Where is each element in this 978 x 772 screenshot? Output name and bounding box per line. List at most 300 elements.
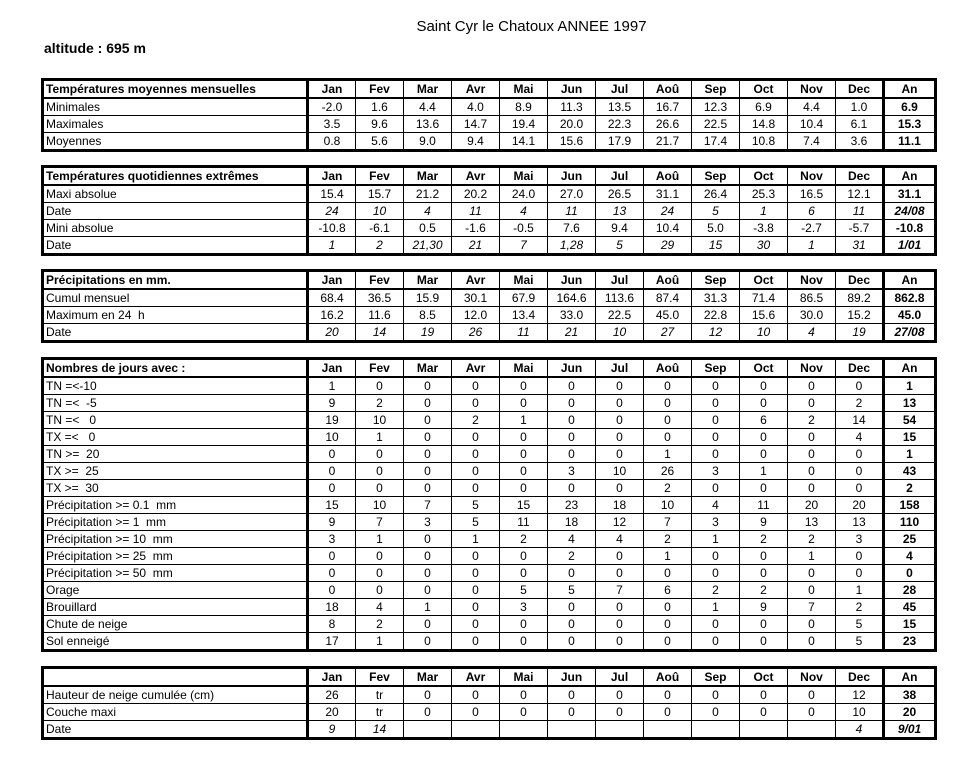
month-value: -3.8: [740, 220, 788, 237]
month-value: 0: [356, 480, 404, 497]
month-value: 16.2: [308, 307, 356, 324]
annual-value: 20: [884, 704, 936, 721]
month-value: 14.1: [500, 133, 548, 151]
month-value: 0: [452, 616, 500, 633]
annual-value: 54: [884, 412, 936, 429]
month-value: 0: [596, 633, 644, 651]
month-header: Mar: [404, 271, 452, 290]
month-value: 0: [788, 463, 836, 480]
month-value: 0: [356, 582, 404, 599]
month-value: 0: [356, 463, 404, 480]
month-value: 30: [740, 237, 788, 255]
month-value: 2: [548, 548, 596, 565]
annual-value: 38: [884, 686, 936, 704]
row-label: Hauteur de neige cumulée (cm): [43, 686, 308, 704]
table-row: [43, 548, 936, 565]
month-value: 4.4: [788, 98, 836, 116]
month-value: 2: [356, 395, 404, 412]
month-value: 1: [452, 531, 500, 548]
month-header: Fev: [356, 359, 404, 378]
month-value: 20.0: [548, 116, 596, 133]
table-row: [43, 412, 936, 429]
month-header: Aoû: [644, 271, 692, 290]
table-snow: [41, 666, 937, 740]
month-value: 4: [356, 599, 404, 616]
annual-value: 23: [884, 633, 936, 651]
month-value: 17.4: [692, 133, 740, 151]
annual-value: 24/08: [884, 203, 936, 220]
month-header: Jan: [308, 359, 356, 378]
month-header: Nov: [788, 359, 836, 378]
month-value: 5: [500, 582, 548, 599]
month-value: 0: [596, 616, 644, 633]
month-value: 0: [452, 686, 500, 704]
month-value: 0: [404, 548, 452, 565]
row-label: Orage: [43, 582, 308, 599]
month-header: Fev: [356, 80, 404, 99]
annual-value: 45.0: [884, 307, 936, 324]
month-value: 10.4: [788, 116, 836, 133]
month-value: 2: [836, 599, 884, 616]
month-header: Oct: [740, 668, 788, 687]
month-value: 16.7: [644, 98, 692, 116]
month-value: 0: [644, 429, 692, 446]
month-value: -1.6: [452, 220, 500, 237]
table-row: [43, 185, 936, 203]
month-header: Fev: [356, 271, 404, 290]
table-row: [43, 480, 936, 497]
month-value: 0: [692, 480, 740, 497]
month-value: 1: [836, 582, 884, 599]
month-value: 7: [788, 599, 836, 616]
month-value: 31.1: [644, 185, 692, 203]
month-value: 0: [596, 565, 644, 582]
month-value: 11: [452, 203, 500, 220]
row-label: Précipitation >= 50 mm: [43, 565, 308, 582]
month-value: 12: [596, 514, 644, 531]
month-value: tr: [356, 704, 404, 721]
month-header: Mai: [500, 271, 548, 290]
table-header-row: [43, 80, 936, 99]
annual-value: 28: [884, 582, 936, 599]
month-value: 15.6: [740, 307, 788, 324]
month-value: 0: [500, 463, 548, 480]
month-value: 0: [500, 565, 548, 582]
row-label: Date: [43, 237, 308, 255]
month-value: 1: [356, 633, 404, 651]
month-value: 0: [788, 395, 836, 412]
row-label: TX >= 25: [43, 463, 308, 480]
annual-value: 1/01: [884, 237, 936, 255]
month-value: 1: [788, 548, 836, 565]
table-row: [43, 565, 936, 582]
month-value: 20: [308, 704, 356, 721]
table-row: [43, 599, 936, 616]
month-value: 26.6: [644, 116, 692, 133]
month-value: 11: [548, 203, 596, 220]
annual-value: 862.8: [884, 289, 936, 307]
table-extreme-temperatures: [41, 165, 937, 256]
month-value: 2: [500, 531, 548, 548]
table-row: [43, 463, 936, 480]
month-value: 1: [356, 429, 404, 446]
month-header: Jul: [596, 80, 644, 99]
month-value: -10.8: [308, 220, 356, 237]
month-value: 10: [644, 497, 692, 514]
table-row: [43, 686, 936, 704]
row-label: TX =< 0: [43, 429, 308, 446]
month-value: 0: [548, 686, 596, 704]
month-header: Jul: [596, 668, 644, 687]
month-value: 1.6: [356, 98, 404, 116]
month-value: 0: [596, 412, 644, 429]
annual-value: 11.1: [884, 133, 936, 151]
month-value: 0: [644, 565, 692, 582]
month-value: 24: [308, 203, 356, 220]
month-header: Dec: [836, 359, 884, 378]
month-value: 26: [452, 324, 500, 342]
month-value: 12.0: [452, 307, 500, 324]
month-header: Sep: [692, 359, 740, 378]
month-value: 20: [836, 497, 884, 514]
month-value: 0: [740, 633, 788, 651]
month-value: 9.4: [596, 220, 644, 237]
month-value: 20: [308, 324, 356, 342]
month-value: 24: [644, 203, 692, 220]
month-header: Aoû: [644, 80, 692, 99]
month-header: Sep: [692, 271, 740, 290]
table-row: [43, 531, 936, 548]
month-value: 20.2: [452, 185, 500, 203]
month-value: 3: [308, 531, 356, 548]
month-value: 4.4: [404, 98, 452, 116]
annual-value: 2: [884, 480, 936, 497]
month-value: 0: [452, 446, 500, 463]
table-row: [43, 582, 936, 599]
month-value: 4: [500, 203, 548, 220]
table-title: Températures quotidiennes extrêmes: [43, 167, 308, 186]
month-value: 0: [644, 616, 692, 633]
month-value: 22.5: [596, 307, 644, 324]
month-value: 0: [404, 531, 452, 548]
month-header: Fev: [356, 668, 404, 687]
month-value: 11.6: [356, 307, 404, 324]
month-value: 0: [788, 480, 836, 497]
month-value: 11: [740, 497, 788, 514]
month-value: 0: [404, 480, 452, 497]
table-row: [43, 133, 936, 151]
month-value: 0: [692, 412, 740, 429]
month-value: 24.0: [500, 185, 548, 203]
month-value: 0: [404, 686, 452, 704]
month-value: 0: [452, 633, 500, 651]
month-value: 0: [548, 599, 596, 616]
row-label: Date: [43, 324, 308, 342]
month-value: 6: [740, 412, 788, 429]
month-value: 0: [692, 633, 740, 651]
month-value: [788, 721, 836, 739]
month-value: 0: [404, 395, 452, 412]
month-value: 21,30: [404, 237, 452, 255]
month-value: 6.9: [740, 98, 788, 116]
row-label: Précipitation >= 25 mm: [43, 548, 308, 565]
month-value: 5: [836, 633, 884, 651]
month-value: -5.7: [836, 220, 884, 237]
month-value: -2.7: [788, 220, 836, 237]
month-header: Sep: [692, 80, 740, 99]
table-row: [43, 514, 936, 531]
table-row: [43, 324, 936, 342]
table-title: Températures moyennes mensuelles: [43, 80, 308, 99]
month-value: 14.8: [740, 116, 788, 133]
month-value: 0: [404, 463, 452, 480]
table-row: [43, 203, 936, 220]
month-value: 0: [500, 633, 548, 651]
month-value: 1: [788, 237, 836, 255]
month-value: 1: [692, 599, 740, 616]
table-title: Précipitations en mm.: [43, 271, 308, 290]
month-value: 0: [404, 616, 452, 633]
month-header: Oct: [740, 80, 788, 99]
month-header: Nov: [788, 271, 836, 290]
month-value: 0: [308, 480, 356, 497]
table-precipitation: [41, 269, 937, 343]
month-value: -2.0: [308, 98, 356, 116]
month-value: 0: [596, 377, 644, 395]
month-value: 0.8: [308, 133, 356, 151]
month-value: 22.8: [692, 307, 740, 324]
month-value: 0: [788, 446, 836, 463]
year-header: An: [884, 271, 936, 290]
month-value: 22.3: [596, 116, 644, 133]
row-label: Couche maxi: [43, 704, 308, 721]
month-value: 13: [836, 514, 884, 531]
month-header: Mar: [404, 668, 452, 687]
table-row: [43, 220, 936, 237]
month-value: 26: [644, 463, 692, 480]
month-value: 0: [692, 395, 740, 412]
month-value: 10: [356, 412, 404, 429]
month-value: 2: [740, 582, 788, 599]
month-value: 1: [692, 531, 740, 548]
row-label: Précipitation >= 0.1 mm: [43, 497, 308, 514]
row-label: Maxi absolue: [43, 185, 308, 203]
month-value: 7: [404, 497, 452, 514]
month-value: 0: [500, 377, 548, 395]
month-value: 3: [404, 514, 452, 531]
month-value: 2: [836, 395, 884, 412]
month-value: 2: [692, 582, 740, 599]
month-value: 14: [836, 412, 884, 429]
month-header: Dec: [836, 271, 884, 290]
month-value: 9: [740, 514, 788, 531]
table-row: [43, 395, 936, 412]
row-label: Cumul mensuel: [43, 289, 308, 307]
table-row: [43, 377, 936, 395]
row-label: Maximum en 24 h: [43, 307, 308, 324]
month-value: [500, 721, 548, 739]
month-value: 0: [788, 616, 836, 633]
month-value: 9: [308, 514, 356, 531]
month-value: 0: [596, 446, 644, 463]
month-value: 19: [404, 324, 452, 342]
month-value: 0: [788, 686, 836, 704]
month-value: 0: [596, 395, 644, 412]
month-header: Sep: [692, 167, 740, 186]
month-value: 16.5: [788, 185, 836, 203]
row-label: Précipitation >= 1 mm: [43, 514, 308, 531]
month-value: 14: [356, 721, 404, 739]
month-value: 0: [548, 429, 596, 446]
month-header: Aoû: [644, 167, 692, 186]
month-value: 0: [548, 704, 596, 721]
month-value: 0: [596, 599, 644, 616]
month-value: 10: [596, 324, 644, 342]
month-header: Nov: [788, 80, 836, 99]
table-header-row: [43, 167, 936, 186]
month-value: 8: [308, 616, 356, 633]
month-value: 0: [404, 565, 452, 582]
month-value: 23: [548, 497, 596, 514]
month-value: 0: [404, 704, 452, 721]
month-value: 13.4: [500, 307, 548, 324]
month-header: Oct: [740, 167, 788, 186]
row-label: TN >= 20: [43, 446, 308, 463]
month-value: 0: [692, 686, 740, 704]
month-value: 0: [308, 548, 356, 565]
table-title: Nombres de jours avec :: [43, 359, 308, 378]
month-header: Jan: [308, 668, 356, 687]
month-value: 36.5: [356, 289, 404, 307]
month-value: 1: [356, 531, 404, 548]
month-value: 13.5: [596, 98, 644, 116]
month-value: 15: [500, 497, 548, 514]
month-value: 7.4: [788, 133, 836, 151]
month-value: 3: [692, 463, 740, 480]
month-value: 15.2: [836, 307, 884, 324]
month-value: 10: [836, 704, 884, 721]
month-value: 0: [692, 704, 740, 721]
month-header: Avr: [452, 167, 500, 186]
month-value: 4: [836, 429, 884, 446]
month-value: 0: [788, 429, 836, 446]
month-value: 13: [596, 203, 644, 220]
month-value: -6.1: [356, 220, 404, 237]
month-value: 1: [740, 463, 788, 480]
month-value: 0: [692, 446, 740, 463]
month-value: 0: [308, 463, 356, 480]
month-value: 1: [740, 203, 788, 220]
table-row: [43, 429, 936, 446]
month-value: 3: [548, 463, 596, 480]
month-value: 2: [356, 237, 404, 255]
annual-value: 15: [884, 429, 936, 446]
month-value: 1: [308, 377, 356, 395]
month-value: 68.4: [308, 289, 356, 307]
month-value: 5: [452, 497, 500, 514]
month-header: Jun: [548, 167, 596, 186]
table-header-row: [43, 359, 936, 378]
month-value: 0: [452, 395, 500, 412]
month-header: Mai: [500, 668, 548, 687]
month-value: 0: [692, 616, 740, 633]
month-header: Jul: [596, 359, 644, 378]
month-value: 26.4: [692, 185, 740, 203]
month-header: Fev: [356, 167, 404, 186]
table-row: [43, 307, 936, 324]
table-row: [43, 633, 936, 651]
month-header: Jun: [548, 359, 596, 378]
table-row: [43, 704, 936, 721]
month-value: 89.2: [836, 289, 884, 307]
month-value: 0: [500, 446, 548, 463]
month-value: 6: [788, 203, 836, 220]
month-value: 0: [692, 429, 740, 446]
month-value: 3.5: [308, 116, 356, 133]
month-value: 27.0: [548, 185, 596, 203]
month-value: 17: [308, 633, 356, 651]
row-label: Date: [43, 203, 308, 220]
month-value: 13.6: [404, 116, 452, 133]
row-label: Date: [43, 721, 308, 739]
month-value: 13: [788, 514, 836, 531]
annual-value: 27/08: [884, 324, 936, 342]
month-value: 21.2: [404, 185, 452, 203]
month-value: 2: [740, 531, 788, 548]
month-value: 0: [500, 548, 548, 565]
month-value: 0: [644, 412, 692, 429]
month-value: 0: [740, 686, 788, 704]
month-header: Mar: [404, 359, 452, 378]
table-row: [43, 289, 936, 307]
month-value: 9: [740, 599, 788, 616]
month-value: 30.1: [452, 289, 500, 307]
month-value: 0: [500, 480, 548, 497]
month-value: 3: [836, 531, 884, 548]
month-value: 0: [500, 616, 548, 633]
row-label: Moyennes: [43, 133, 308, 151]
table-row: [43, 721, 936, 739]
month-value: 27: [644, 324, 692, 342]
month-value: tr: [356, 686, 404, 704]
row-label: TN =<-10: [43, 377, 308, 395]
month-value: 11: [500, 324, 548, 342]
month-header: Jun: [548, 668, 596, 687]
month-value: 10: [740, 324, 788, 342]
month-value: 0: [548, 480, 596, 497]
month-value: 0: [740, 446, 788, 463]
month-value: 0: [644, 599, 692, 616]
month-value: 5: [836, 616, 884, 633]
month-value: 0: [644, 633, 692, 651]
month-value: 3: [692, 514, 740, 531]
annual-value: 13: [884, 395, 936, 412]
month-value: 0: [740, 704, 788, 721]
table-header-row: [43, 271, 936, 290]
month-header: Jul: [596, 167, 644, 186]
month-value: [596, 721, 644, 739]
month-header: Avr: [452, 359, 500, 378]
month-value: 7: [644, 514, 692, 531]
month-value: 0: [596, 686, 644, 704]
month-value: 1.0: [836, 98, 884, 116]
month-value: 2: [644, 531, 692, 548]
month-value: 10: [356, 497, 404, 514]
month-value: 5.6: [356, 133, 404, 151]
month-value: 1: [644, 446, 692, 463]
month-value: 10: [308, 429, 356, 446]
row-label: TN =< -5: [43, 395, 308, 412]
